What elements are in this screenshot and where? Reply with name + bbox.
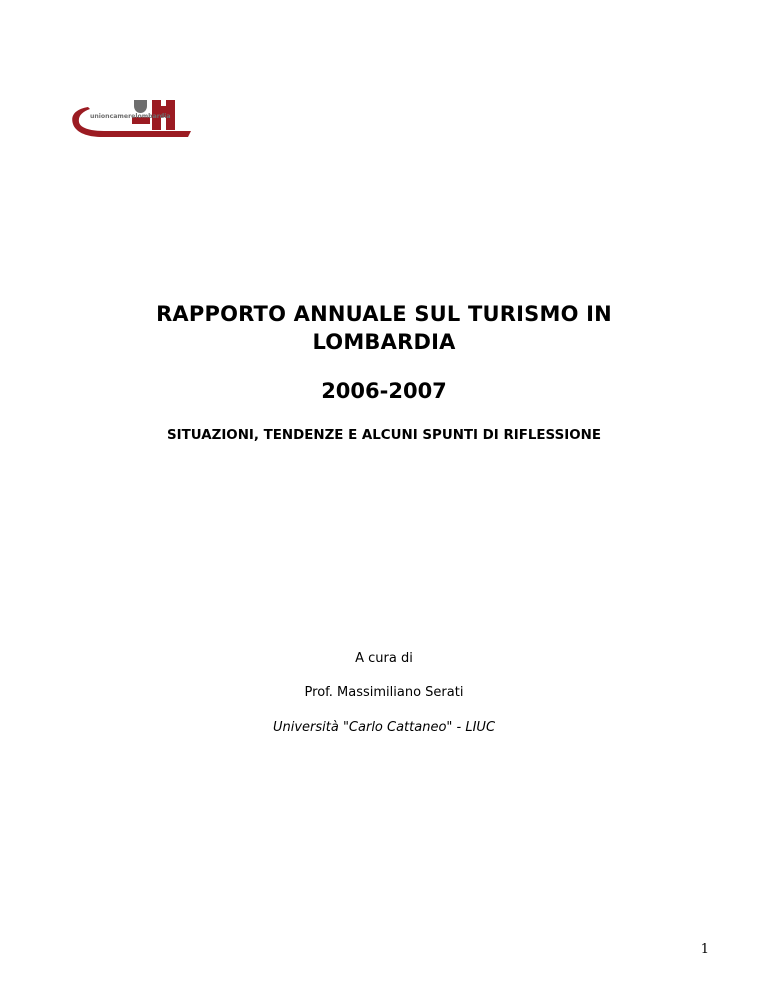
author-name: Prof. Massimiliano Serati: [304, 685, 464, 700]
document-title-line1: RAPPORTO ANNUALE SUL TURISMO IN: [156, 302, 612, 326]
document-subtitle: SITUAZIONI, TENDENZE E ALCUNI SPUNTI DI RIFLESSIONE: [167, 428, 601, 443]
university-name: Università "Carlo Cattaneo" - LIUC: [272, 720, 496, 735]
logo-wordmark: unioncamerelombardia: [90, 113, 171, 120]
document-years: 2006-2007: [321, 379, 447, 403]
curated-by-label: A cura di: [355, 651, 413, 666]
page-number: 1: [700, 942, 709, 957]
unioncamere-lombardia-logo: [70, 97, 192, 139]
document-title-line2: LOMBARDIA: [312, 330, 456, 354]
document-title: [0, 300, 768, 356]
